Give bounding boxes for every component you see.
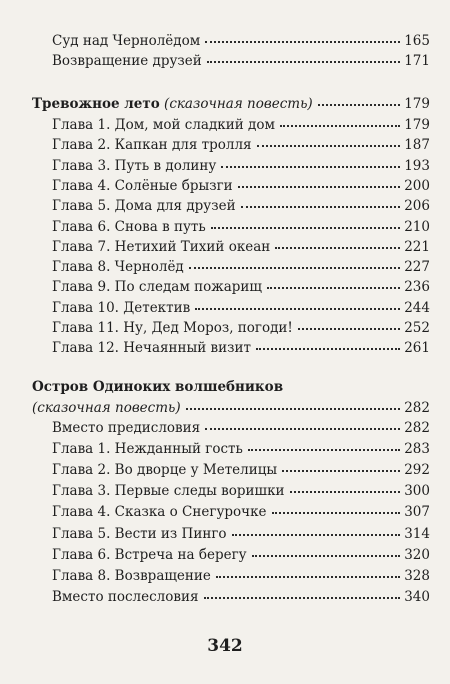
- dot-leader: [318, 93, 401, 106]
- dot-leader: [204, 586, 401, 599]
- chapter-title: Глава 8. Чернолёд: [52, 259, 184, 276]
- toc-chapter-entry: [52, 297, 430, 319]
- dot-leader: [195, 297, 400, 310]
- chapter-page: 340: [404, 588, 430, 605]
- chapter-page: 252: [404, 320, 430, 336]
- section-page: 282: [404, 400, 430, 416]
- entry-title: Суд над Чернолёдом: [52, 33, 201, 49]
- section-title: Тревожное лето: [32, 96, 160, 112]
- chapter-page: 300: [404, 483, 430, 500]
- page-number: 342: [207, 636, 243, 656]
- chapter-page: 179: [404, 117, 430, 133]
- chapter-page: 236: [404, 279, 430, 296]
- chapter-title: Глава 12. Нечаянный визит: [52, 340, 251, 357]
- toc-chapter-entry: [52, 586, 430, 608]
- dot-leader: [238, 175, 401, 188]
- toc-chapter-entry: [52, 544, 430, 566]
- section-heading: [32, 376, 430, 398]
- chapter-title: Вместо предисловия: [52, 420, 201, 436]
- dot-leader: [267, 276, 400, 289]
- chapter-page: 328: [404, 567, 430, 584]
- chapter-title: Глава 3. Первые следы воришки: [52, 483, 285, 500]
- section-subtitle-row: [32, 397, 430, 419]
- chapter-page: 261: [404, 340, 430, 357]
- dot-leader: [282, 459, 400, 472]
- chapter-page: 193: [404, 157, 430, 174]
- chapter-page: 292: [404, 462, 430, 479]
- chapter-title: Глава 4. Сказка о Снегурочке: [52, 504, 267, 521]
- toc-chapter-entry: [52, 337, 430, 359]
- section-page: 179: [404, 96, 430, 112]
- toc-chapter-entry: [52, 236, 430, 258]
- dot-leader: [272, 501, 401, 514]
- chapter-title: Глава 4. Солёные брызги: [52, 177, 233, 194]
- chapter-title: Глава 8. Возвращение: [52, 567, 211, 584]
- chapter-title: Глава 3. Путь в долину: [52, 157, 217, 174]
- toc-chapter-entry: [52, 317, 430, 339]
- section-heading: [32, 93, 430, 115]
- chapter-title: Глава 1. Дом, мой сладкий дом: [52, 117, 275, 133]
- toc-chapter-entry: [52, 155, 430, 177]
- dot-leader: [205, 30, 400, 43]
- chapter-title: Глава 1. Нежданный гость: [52, 441, 243, 458]
- dot-leader: [280, 114, 400, 127]
- toc-chapter-entry: [52, 175, 430, 197]
- toc-chapter-entry: [52, 459, 430, 481]
- chapter-page: 307: [404, 504, 430, 521]
- entry-title: Возвращение друзей: [52, 53, 202, 69]
- toc-chapter-entry: [52, 216, 430, 238]
- toc-chapter-entry: [52, 114, 430, 136]
- chapter-title: Глава 2. Капкан для тролля: [52, 137, 252, 154]
- chapter-page: 283: [404, 441, 430, 458]
- toc-chapter-entry: [52, 256, 430, 278]
- chapter-page: 206: [404, 198, 430, 215]
- section-subtitle: (сказочная повесть): [164, 96, 313, 112]
- chapter-page: 314: [404, 525, 430, 542]
- chapter-page: 187: [404, 137, 430, 154]
- dot-leader: [248, 438, 400, 451]
- toc-chapter-entry: [52, 501, 430, 523]
- chapter-page: 282: [404, 420, 430, 436]
- toc-chapter-entry: [52, 480, 430, 502]
- chapter-page: 227: [404, 259, 430, 276]
- dot-leader: [221, 155, 400, 168]
- chapter-title: Глава 2. Во дворце у Метелицы: [52, 462, 278, 479]
- dot-leader: [207, 50, 400, 63]
- entry-page: 165: [404, 33, 430, 49]
- dot-leader: [232, 523, 401, 536]
- chapter-title: Глава 10. Детектив: [52, 299, 191, 316]
- toc-chapter-entry: [52, 523, 430, 545]
- dot-leader: [252, 544, 401, 557]
- section-title: Остров Одиноких волшебников: [32, 379, 284, 395]
- chapter-page: 221: [404, 238, 430, 255]
- dot-leader: [257, 134, 401, 147]
- chapter-title: Глава 5. Дома для друзей: [52, 198, 236, 215]
- dot-leader: [298, 317, 400, 330]
- chapter-page: 200: [404, 177, 430, 194]
- dot-leader: [216, 565, 400, 578]
- dot-leader: [205, 417, 400, 430]
- toc-entry: [52, 50, 430, 72]
- chapter-page: 244: [404, 299, 430, 316]
- toc-chapter-entry: [52, 276, 430, 298]
- dot-leader: [186, 397, 401, 410]
- chapter-page: 320: [404, 546, 430, 563]
- toc-chapter-entry: [52, 565, 430, 587]
- section-subtitle: (сказочная повесть): [32, 400, 181, 416]
- chapter-title: Глава 7. Нетихий Тихий океан: [52, 238, 271, 255]
- dot-leader: [189, 256, 400, 269]
- dot-leader: [241, 195, 401, 208]
- chapter-page: 210: [404, 218, 430, 235]
- dot-leader: [275, 236, 400, 249]
- chapter-title: Глава 6. Снова в путь: [52, 218, 206, 235]
- chapter-title: Глава 5. Вести из Пинго: [52, 525, 227, 542]
- toc-chapter-entry: [52, 134, 430, 156]
- toc-chapter-entry: [52, 438, 430, 460]
- toc-chapter-entry: [52, 417, 430, 439]
- dot-leader: [290, 480, 401, 493]
- chapter-title: Глава 6. Встреча на берегу: [52, 546, 247, 563]
- entry-page: 171: [404, 53, 430, 69]
- toc-entry: [52, 30, 430, 52]
- dot-leader: [256, 337, 400, 350]
- chapter-title: Глава 11. Ну, Дед Мороз, погоди!: [52, 320, 293, 336]
- dot-leader: [211, 216, 400, 229]
- toc-chapter-entry: [52, 195, 430, 217]
- chapter-title: Вместо послесловия: [52, 588, 199, 605]
- chapter-title: Глава 9. По следам пожарищ: [52, 279, 262, 296]
